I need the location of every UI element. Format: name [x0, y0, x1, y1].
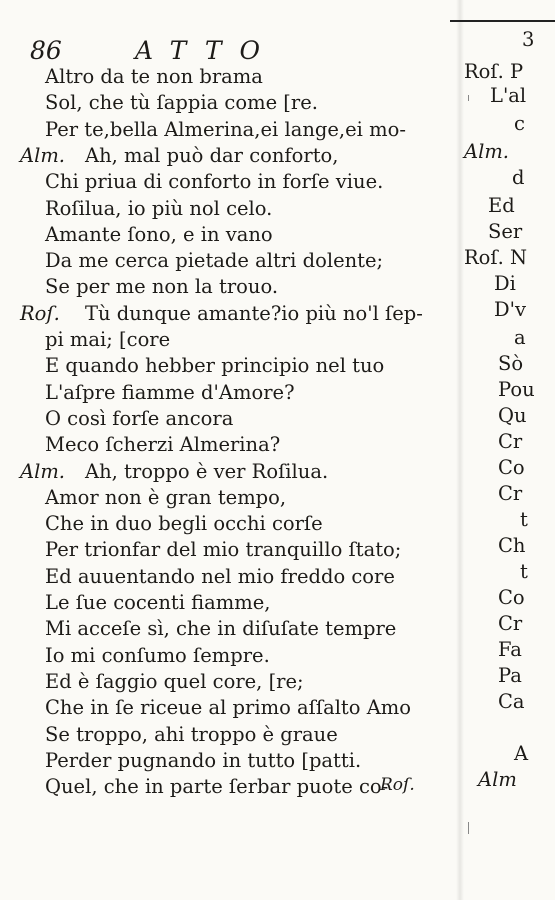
right-page-fragment: Pa	[498, 664, 522, 687]
verse-line: Per trionfar del mio tranquillo ſtato;	[45, 538, 402, 562]
speaker-label: Alm.	[20, 459, 66, 483]
right-page-fragment: Co	[498, 456, 525, 479]
right-page-fragment: Pou	[498, 378, 535, 401]
speaker-label: Roſ.	[20, 301, 60, 325]
verse-line: Da me cerca pietade altri dolente;	[45, 249, 384, 273]
verse-line: Se per me non la trouo.	[45, 275, 279, 299]
right-page-fragment: Sò	[498, 352, 524, 375]
verse-line: Che in duo begli occhi corſe	[45, 512, 323, 536]
right-page-fragment: L'al	[490, 84, 527, 107]
verse-line: Ed è ſaggio quel core, [re;	[45, 669, 304, 693]
right-page	[462, 0, 555, 900]
verse-line: Amante ſono, e in vano	[45, 222, 273, 246]
right-page-fragment: Cr	[498, 482, 523, 505]
verse-line: Chi priua di conforto in forſe viue.	[45, 170, 384, 194]
page-header	[30, 36, 410, 66]
right-page-fragment: Ch	[498, 534, 526, 557]
speaker-label: Alm.	[20, 143, 66, 167]
verse-line: Le ſue cocenti fiamme,	[45, 591, 271, 614]
running-head: ATTO	[135, 36, 278, 65]
verse-line: Per te,bella Almerina,ei lange,ei mo-	[45, 117, 406, 141]
right-page-fragment: Co	[498, 586, 525, 609]
right-page-fragment: Alm.	[464, 140, 510, 163]
verse-line: Io mi conſumo ſempre.	[45, 643, 270, 667]
right-page-fragment: a	[514, 326, 526, 349]
catchword: Roſ.	[380, 775, 415, 795]
right-page-fragment: Roſ. P	[464, 60, 524, 83]
verse-line: Ah, mal può dar conforto,	[85, 143, 339, 167]
right-page-fragment: Ser	[488, 220, 523, 243]
verse-line: Ed auuentando nel mio freddo core	[45, 564, 395, 588]
right-page-fragment: Ca	[498, 690, 525, 713]
right-page-fragment: Fa	[498, 638, 522, 661]
right-page-fragment: Ed	[488, 194, 515, 217]
verse-line: Meco ſcherzi Almerina?	[45, 433, 281, 457]
verse-line: Sol, che tù ſappia come [re.	[45, 91, 318, 115]
verse-line: E quando hebber principio nel tuo	[45, 354, 385, 378]
verse-line: Altro da te non brama	[45, 65, 263, 88]
margin-tick	[468, 95, 469, 101]
verse-line: Tù dunque amante?io più no'l ſep-	[85, 301, 423, 325]
verse-line: Se troppo, ahi troppo è graue	[45, 722, 338, 746]
verse-line: Perder pugnando in tutto [patti.	[45, 748, 362, 772]
page-number: 86	[30, 36, 62, 65]
verse-line: O così forſe ancora	[45, 406, 234, 430]
verse-line: Che in ſe riceue al primo aſſalto Amo	[45, 696, 412, 720]
right-page-fragment: Roſ. N	[464, 246, 528, 269]
right-page-fragment: Cr	[498, 430, 523, 453]
verse-line: Quel, che in parte ſerbar puote co-	[45, 775, 389, 799]
verse-line: Ah, troppo è ver Roſilua.	[85, 459, 329, 483]
verse-line: Amor non è gran tempo,	[45, 485, 287, 509]
verse-line: L'aſpre fiamme d'Amore?	[45, 380, 295, 404]
verse-line: Roſilua, io più nol celo.	[45, 196, 273, 220]
right-page-fragment: Di	[494, 272, 516, 295]
right-page-fragment: Alm	[478, 768, 517, 791]
right-page-fragment: t	[520, 508, 528, 531]
right-page-fragment: d	[512, 166, 525, 189]
right-page-fragment: Cr	[498, 612, 523, 635]
margin-tick	[468, 822, 469, 834]
right-page-fragment: Qu	[498, 404, 527, 427]
right-page-fragment: 3	[522, 28, 535, 51]
right-page-fragment: A	[514, 742, 529, 765]
right-page-fragment: D'v	[494, 298, 527, 321]
verse-line: Mi acceſe sì, che in diſuſate tempre	[45, 617, 397, 641]
right-page-fragment: t	[520, 560, 528, 583]
verse-line: pi mai; [core	[45, 328, 171, 351]
right-page-fragment: c	[514, 112, 525, 135]
